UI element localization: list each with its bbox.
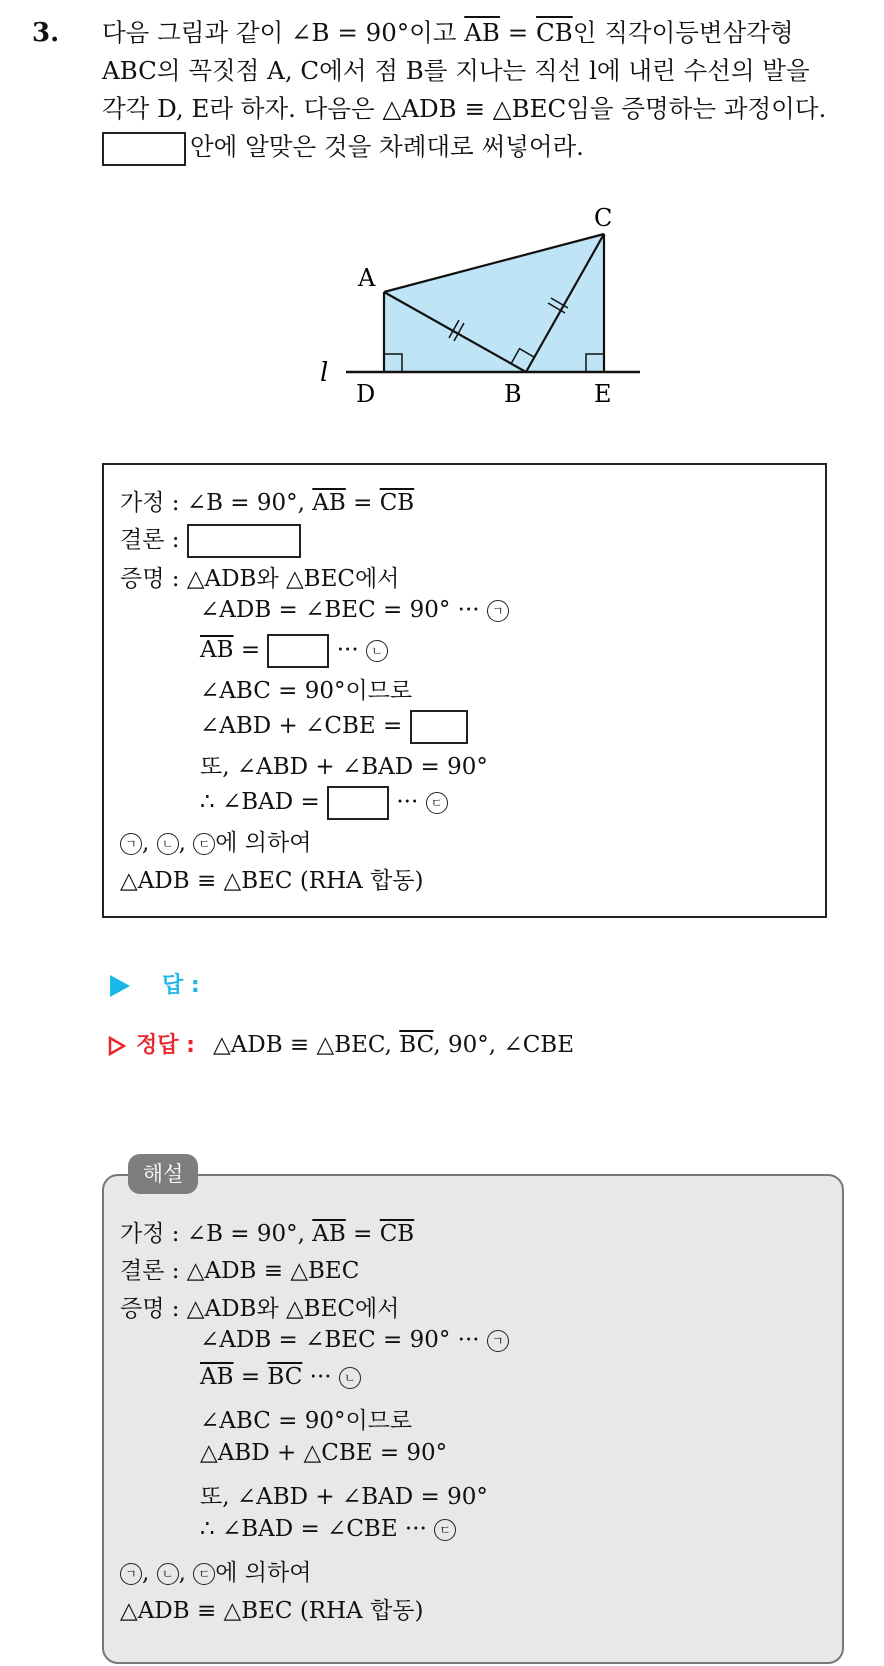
proof-line-11: △ADB ≡ △BEC (RHA 합동)	[120, 868, 424, 894]
proof-line-10: ㄱ , ㄴ , ㄷ 에 의하여	[120, 824, 311, 857]
label-d: D	[356, 380, 376, 408]
angle-blank[interactable]	[327, 786, 389, 820]
triangle-figure	[318, 196, 648, 416]
label-b: B	[504, 380, 522, 408]
question-line-1: 다음 그림과 같이 ∠B = 90°이고 $\overline{AB} = \overline{CB}$인 직각이등변삼각형	[102, 18, 794, 47]
proof-line-7: ∠ABD + ∠CBE =	[200, 710, 468, 744]
solution-line-11: △ADB ≡ △BEC (RHA 합동)	[120, 1598, 424, 1624]
answer-prompt: 답 :	[110, 968, 200, 999]
correct-answer: 정답 : △ADB ≡ △BEC, $\overline{BC}$, 90°, ∠CBE	[108, 1028, 574, 1059]
label-a: A	[358, 264, 376, 292]
solution-line-7: △ABD + △CBE = 90°	[200, 1440, 448, 1466]
play-arrow-icon	[110, 975, 130, 997]
mark-nieun: ㄴ	[366, 640, 388, 662]
solution-line-1: 가정 : ∠B = 90°, $\overline{AB} = \overline{CB}$	[120, 1221, 415, 1247]
outline-arrow-icon	[108, 1036, 126, 1056]
solution-line-8: 또, ∠ABD + ∠BAD = 90°	[200, 1484, 488, 1510]
proof-line-9: ∴ ∠BAD = ··· ㄷ	[200, 786, 448, 820]
solution-line-5: $\overline{AB} = \overline{BC}$ ··· ㄴ	[200, 1364, 361, 1390]
label-l: l	[320, 358, 329, 388]
side-blank[interactable]	[267, 634, 329, 668]
solution-tag: 해설	[128, 1154, 198, 1194]
angle-sum-blank[interactable]	[410, 710, 468, 744]
label-e: E	[594, 380, 612, 408]
proof-line-4: ∠ADB = ∠BEC = 90° ··· ㄱ	[200, 597, 509, 623]
question-line-2: ABC의 꼭짓점 A, C에서 점 B를 지나는 직선 l에 내린 수선의 발을	[102, 56, 810, 85]
solution-line-4: ∠ADB = ∠BEC = 90° ··· ㄱ	[200, 1327, 509, 1353]
solution-line-2: 결론 : △ADB ≡ △BEC	[120, 1258, 360, 1284]
proof-line-6: ∠ABC = 90°이므로	[200, 678, 413, 704]
proof-line-2: 결론 :	[120, 521, 301, 558]
question-line-4: 안에 알맞은 것을 차례대로 써넣어라.	[102, 128, 872, 166]
solution-line-10: ㄱ , ㄴ , ㄷ 에 의하여	[120, 1554, 311, 1587]
solution-line-3: 증명 : △ADB와 △BEC에서	[120, 1296, 400, 1322]
proof-line-1: 가정 : ∠B = 90°, $\overline{AB} = \overline{CB}$	[120, 490, 415, 516]
blank-box-sample	[102, 132, 186, 166]
conclusion-blank[interactable]	[187, 524, 301, 558]
solution-line-9: ∴ ∠BAD = ∠CBE ··· ㄷ	[200, 1516, 456, 1542]
question-text	[102, 14, 872, 166]
mark-giyeok: ㄱ	[487, 600, 509, 622]
proof-line-3: 증명 : △ADB와 △BEC에서	[120, 566, 400, 592]
figure-fill-region	[384, 234, 604, 372]
proof-line-5: $\overline{AB}$ = ··· ㄴ	[200, 634, 388, 668]
mark-digeut: ㄷ	[426, 792, 448, 814]
proof-line-8: 또, ∠ABD + ∠BAD = 90°	[200, 754, 488, 780]
label-c: C	[594, 204, 613, 232]
question-number: 3.	[32, 18, 60, 48]
solution-line-6: ∠ABC = 90°이므로	[200, 1408, 413, 1434]
question-line-3: 각각 D, E라 하자. 다음은 △ADB ≡ △BEC임을 증명하는 과정이다.	[102, 94, 827, 123]
